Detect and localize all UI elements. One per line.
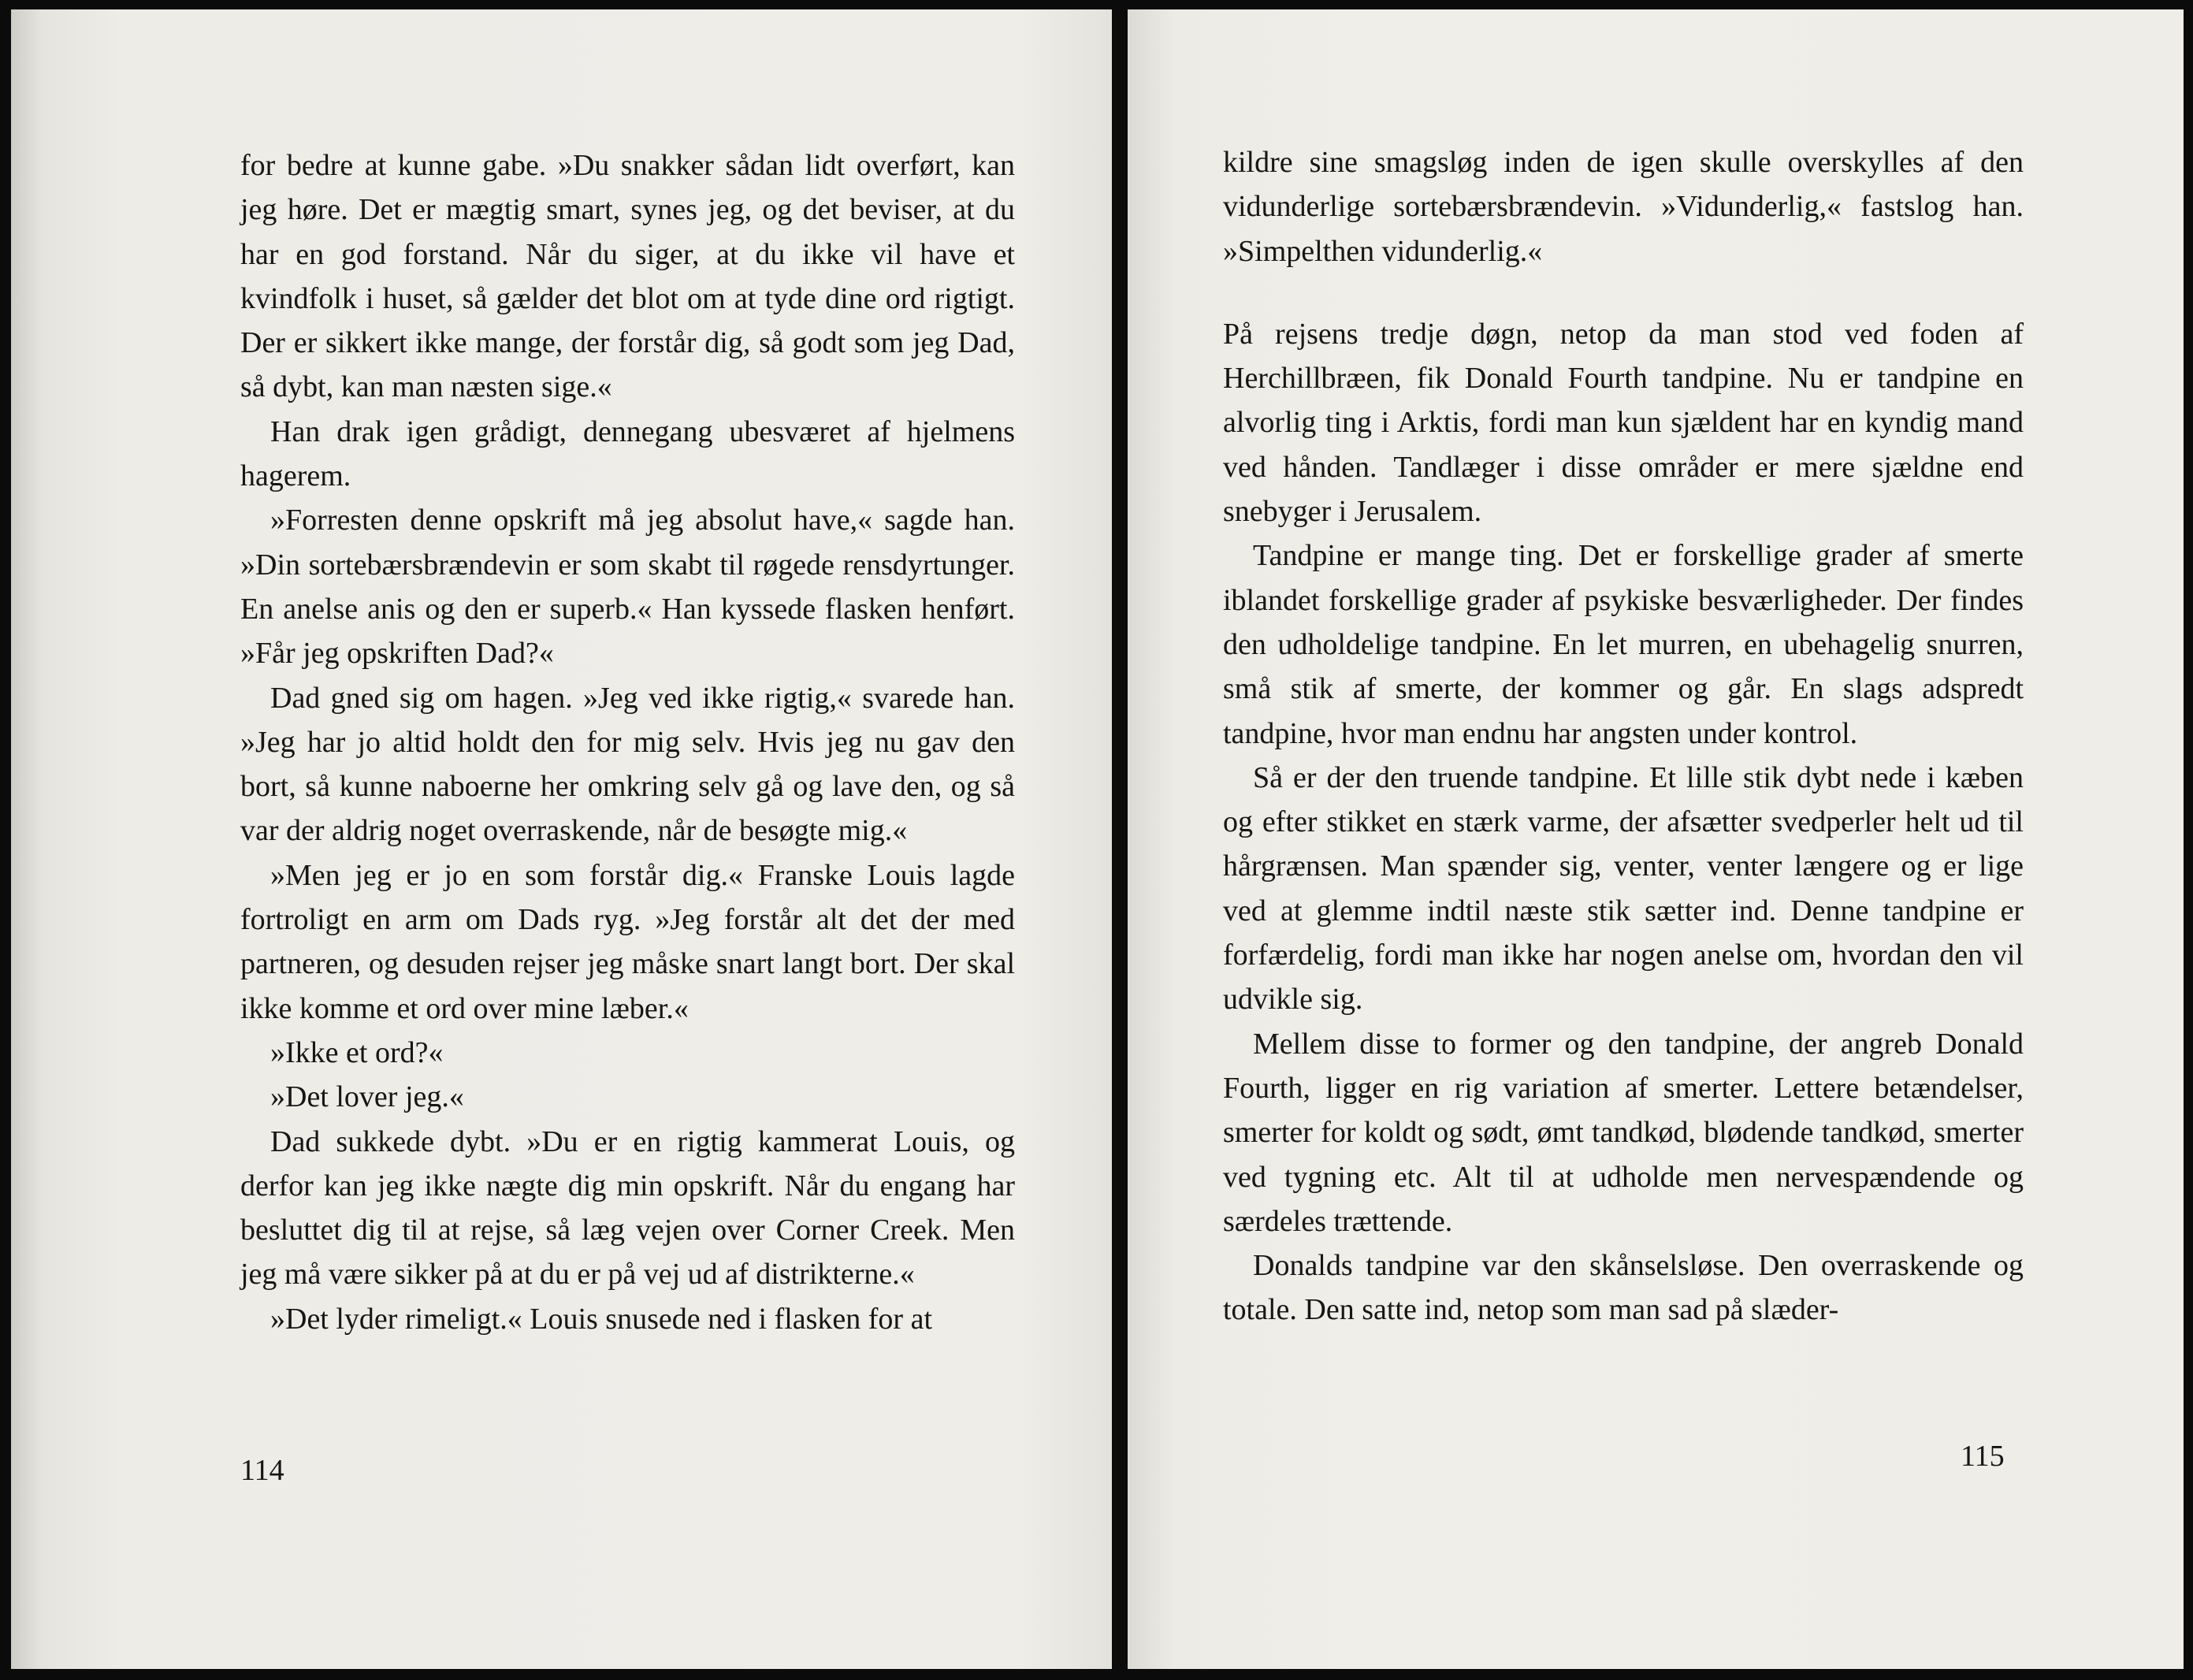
paragraph: »Det lyder rimeligt.« Louis snusede ned i flasken for at (270, 1302, 933, 1336)
paragraph: Mellem disse to former og den tandpine, der angreb Donald Fourth, ligger en rig variation af smerter. Lettere betændelser, smerter for koldt og sødt, ømt tandkød, blødende tandkød, smerter ved tygning etc. Alt til at udholde men nervespændende og særdeles trættende. (1223, 1027, 2024, 1238)
page-number: 115 (1961, 1440, 2005, 1473)
paragraph: »Ikke et ord?« (270, 1035, 444, 1069)
paragraph: »Men jeg er jo en som forstår dig.« Franske Louis lagde fortroligt en arm om Dads ryg. »Jeg forstår alt det der med partneren, og desuden rejser jeg måske snart langt bort. Der skal ikke komme et ord over mine læber.« (240, 858, 1015, 1025)
paragraph: Dad sukkede dybt. »Du er en rigtig kammerat Louis, og derfor kan jeg ikke nægte dig min opskrift. Når du engang har besluttet dig til at rejse, så læg vejen over Corner Creek. Men jeg må være sikker på at du er på vej ud af distrikterne.« (240, 1124, 1015, 1292)
left-page (11, 9, 1112, 1669)
paragraph: »Det lover jeg.« (270, 1080, 464, 1114)
paragraph: Han drak igen grådigt, dennegang ubesværet af hjelmens hagerem. (240, 414, 1015, 493)
paragraph: Så er der den truende tandpine. Et lille stik dybt nede i kæben og efter stikket en stærk varme, der afsætter svedperler helt ud til hårgrænsen. Man spænder sig, venter, venter længere og er lige ved at glemme indtil næste stik sætter ind. Denne tandpine er forfærdelig, fordi man ikke har nogen anelse om, hvordan den vil udvikle sig. (1223, 760, 2024, 1017)
paragraph: kildre sine smagsløg inden de igen skulle overskylles af den vidunderlige sortebærsbrændevin. »Vidunderlig,« fastslog han. »Simpelthen vidunderlig.« (1223, 146, 2024, 268)
left-page-text (240, 143, 1015, 1341)
paragraph: Dad gned sig om hagen. »Jeg ved ikke rigtig,« svarede han. »Jeg har jo altid holdt den for mig selv. Hvis jeg nu gav den bort, så kunne naboerne her omkring selv gå og lave den, og så var der aldrig noget overraskende, når de besøgte mig.« (240, 681, 1015, 848)
right-page (1128, 9, 2184, 1669)
paragraph: »Forresten denne opskrift må jeg absolut have,« sagde han. »Din sortebærsbrændevin er som skabt til røgede rensdyrtunger. En anelse anis og den er superb.« Han kyssede flasken henført. »Får jeg opskriften Dad?« (240, 504, 1015, 671)
right-page-text (1223, 140, 2024, 1332)
paragraph: På rejsens tredje døgn, netop da man stod ved foden af Herchillbræen, fik Donald Fourth tandpine. Nu er tandpine en alvorlig ting i Arktis, fordi man kun sjældent har en kyndig mand ved hånden. Tandlæger i disse områder er mere sjældne end snebyger i Jerusalem. (1223, 317, 2024, 529)
paragraph: Donalds tandpine var den skånselsløse. Den overraskende og totale. Den satte ind, netop som man sad på slæder- (1223, 1249, 2024, 1327)
page-number: 114 (240, 1454, 284, 1487)
paragraph: for bedre at kunne gabe. »Du snakker sådan lidt overført, kan jeg høre. Det er mægtig smart, synes jeg, og det beviser, at du har en god forstand. Når du siger, at du ikke vil have et kvindfolk i huset, så gælder det blot om at tyde dine ord rigtigt. Der er sikkert ikke mange, der forstår dig, så godt som jeg Dad, så dybt, kan man næsten sige.« (240, 149, 1015, 404)
paragraph: Tandpine er mange ting. Det er forskellige grader af smerte iblandet forskellige grader af psykiske besværligheder. Der findes den udholdelige tandpine. En let murren, en ubehagelig snurren, små stik af smerte, der kommer og går. En slags adspredt tandpine, hvor man endnu har angsten under kontrol. (1223, 539, 2024, 750)
